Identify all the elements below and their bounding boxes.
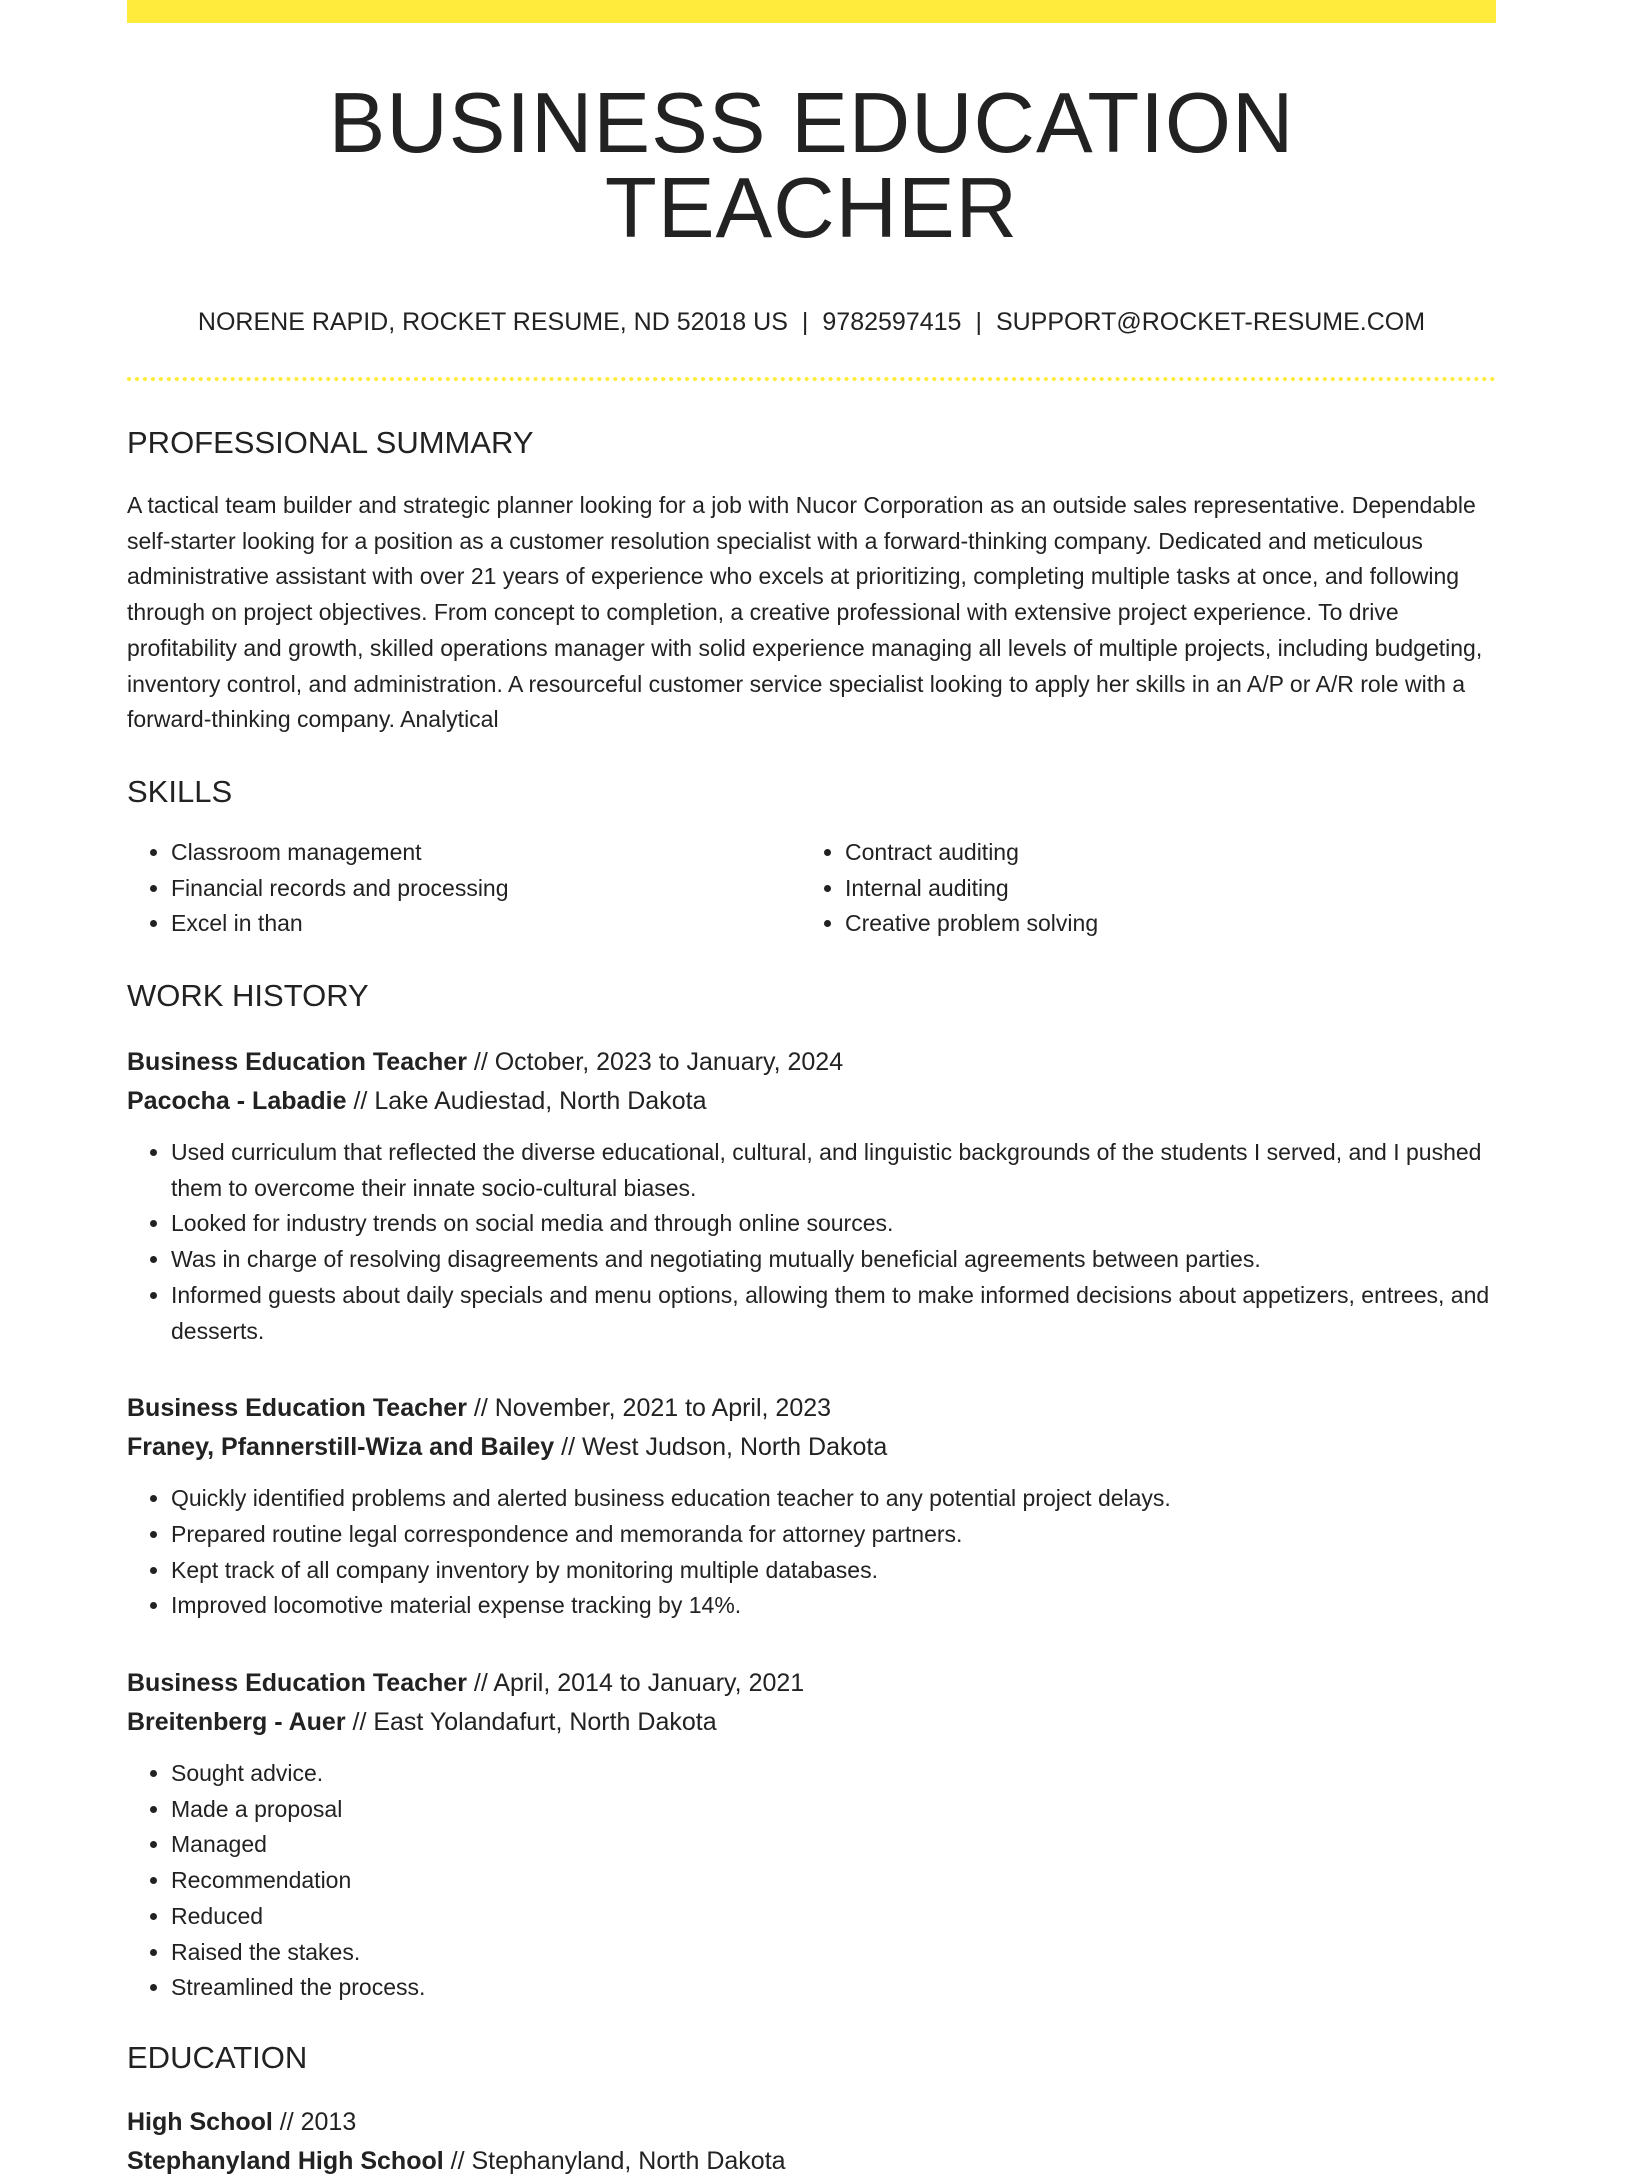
job-bullet: • Streamlined the process. [171, 1970, 1496, 2006]
job-location: // East Yolandafurt, North Dakota [345, 1708, 717, 1737]
summary-text: A tactical team builder and strategic planner looking for a job with Nucor Corporation as an outside sales representative. Dependable self-starter looking for a position as a customer resolution specialist with a forward-thinking company. Dedicated and meticulous administrative assistant with over 21 years of experience who excels at prioritizing, completing multiple tasks at once, and following through on project objectives. From concept to completion, a creative professional with extensive project experience. To drive profitability and growth, skilled operations manager with solid experience managing all levels of multiple projects, including budgeting, inventory control, and administration. A resourceful customer service specialist looking to apply her skills in an A/P or A/R role with a forward-thinking company. Analytical [127, 492, 1483, 733]
contact-separator: | [975, 308, 982, 336]
header-divider [127, 377, 1496, 381]
skill-item: • Classroom management [171, 835, 801, 871]
education-entry [127, 2103, 1496, 2181]
skill-item: • Internal auditing [845, 871, 1475, 907]
job-bullet: • Looked for industry trends on social media and through online sources. [171, 1206, 1496, 1242]
job-dates: // April, 2014 to January, 2021 [466, 1669, 805, 1698]
education-degree-line [127, 2103, 1496, 2142]
job-bullets [127, 1135, 1496, 1349]
skills-column-left [127, 835, 801, 942]
job-bullet: • Reduced [171, 1899, 1496, 1935]
job-company: Pacocha - Labadie [127, 1087, 347, 1116]
job-location: // West Judson, North Dakota [554, 1433, 888, 1462]
accent-top-bar [127, 0, 1496, 23]
job-title: Business Education Teacher [127, 1669, 467, 1698]
job-title: Business Education Teacher [127, 1048, 467, 1077]
resume-title: BUSINESS EDUCATION TEACHER [328, 76, 1295, 256]
job-bullet: • Prepared routine legal correspondence and memoranda for attorney partners. [171, 1517, 1496, 1553]
job-bullet: • Was in charge of resolving disagreements and negotiating mutually beneficial agreements between parties. [171, 1242, 1496, 1278]
education-heading: EDUCATION [127, 2039, 308, 2075]
job-dates: // October, 2023 to January, 2024 [466, 1048, 844, 1077]
education-school-line [127, 2142, 1496, 2181]
job-location: // Lake Audiestad, North Dakota [346, 1087, 707, 1116]
job-bullets [127, 1481, 1496, 1624]
job-company: Franey, Pfannerstill-Wiza and Bailey [127, 1433, 555, 1462]
skill-item: • Excel in than [171, 906, 801, 942]
job-company: Breitenberg - Auer [127, 1708, 346, 1737]
education-degree: High School [127, 2107, 273, 2136]
job-title: Business Education Teacher [127, 1394, 467, 1423]
education-year: // 2013 [272, 2107, 357, 2136]
job-bullet: • Sought advice. [171, 1756, 1496, 1792]
contact-phone: 9782597415 [822, 308, 962, 336]
job-bullet: • Improved locomotive material expense tracking by 14%. [171, 1588, 1496, 1624]
job-bullet: • Used curriculum that reflected the diverse educational, cultural, and linguistic backgrounds of the students I served, and I pushed them to overcome their innate socio-cultural biases. [171, 1135, 1496, 1206]
resume-page [127, 0, 1496, 2181]
contact-email: SUPPORT@ROCKET-RESUME.COM [995, 308, 1426, 336]
contact-address: NORENE RAPID, ROCKET RESUME, ND 52018 US [197, 308, 788, 336]
job-title-line [127, 1664, 1496, 1703]
job-bullet: • Raised the stakes. [171, 1935, 1496, 1971]
skills-column-right [801, 835, 1475, 942]
contact-line [127, 310, 1496, 335]
job-entry [127, 1043, 1496, 1349]
job-company-line [127, 1428, 1496, 1467]
work-history-heading: WORK HISTORY [127, 978, 369, 1014]
job-dates: // November, 2021 to April, 2023 [466, 1394, 832, 1423]
job-entry [127, 1389, 1496, 1624]
summary-heading: PROFESSIONAL SUMMARY [127, 425, 534, 460]
education-school: Stephanyland High School [127, 2146, 444, 2175]
skills-heading: SKILLS [127, 773, 233, 809]
contact-separator: | [801, 308, 809, 336]
skill-item: • Contract auditing [845, 835, 1475, 871]
job-bullet: • Made a proposal [171, 1792, 1496, 1828]
skills-grid [127, 835, 1496, 942]
job-bullet: • Informed guests about daily specials and menu options, allowing them to make informed decisions about appetizers, entrees, and desserts. [171, 1278, 1496, 1349]
job-bullets [127, 1756, 1496, 2006]
job-bullet: • Recommendation [171, 1863, 1496, 1899]
skill-item: • Creative problem solving [845, 906, 1475, 942]
job-bullet: • Quickly identified problems and alerted business education teacher to any potential project delays. [171, 1481, 1496, 1517]
education-location: // Stephanyland, North Dakota [443, 2146, 786, 2175]
skill-item: • Financial records and processing [171, 871, 801, 907]
job-title-line [127, 1043, 1496, 1082]
job-entry [127, 1664, 1496, 2006]
job-company-line [127, 1082, 1496, 1121]
job-company-line [127, 1703, 1496, 1742]
job-title-line [127, 1389, 1496, 1428]
job-bullet: • Managed [171, 1827, 1496, 1863]
job-bullet: • Kept track of all company inventory by monitoring multiple databases. [171, 1553, 1496, 1589]
